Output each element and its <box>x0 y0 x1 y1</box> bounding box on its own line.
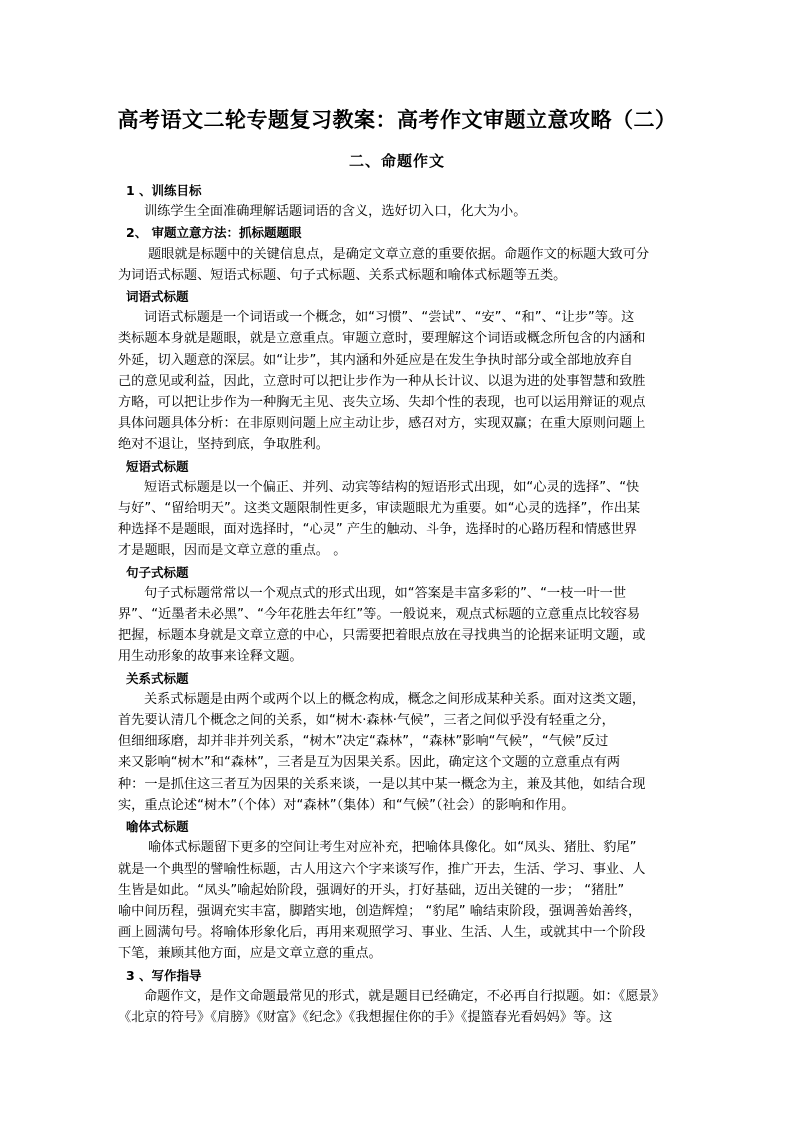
section-heading: 短语式标题 <box>126 458 189 474</box>
paragraph-line: 词语式标题是一个词语或一个概念，如“习惯”、“尝试”、“安”、“和”、“让步”等。这 <box>144 310 635 326</box>
section-heading: 2、 审题立意方法：抓标题题眼 <box>126 225 302 241</box>
paragraph-line: 生皆是如此。“凤头”喻起始阶段，强调好的开头，打好基础，迈出关键的一步； “猪肚” <box>118 882 625 898</box>
paragraph-line: 题眼就是标题中的关键信息点，是确定文章立意的重要依据。命题作文的标题大致可分 <box>148 246 650 262</box>
paragraph-line: 下笔，兼顾其他方面，应是文章立意的重点。 <box>118 946 382 962</box>
paragraph-line: 来又影响“树木”和“森林”，三者是互为因果关系。因此，确定这个文题的立意重点有两 <box>118 755 621 771</box>
paragraph-line: 方略，可以把让步作为一种胸无主见、丧失立场、失却个性的表现，也可以运用辩证的观点 <box>118 395 646 411</box>
paragraph-line: 喻体式标题留下更多的空间让考生对应补充，把喻体具像化。如“凤头、猪肚、豹尾” <box>148 840 637 856</box>
paragraph-line: 与好”、“留给明天”。这类文题限制性更多，审读题眼尤为重要。如“心灵的选择”，作出某 <box>118 501 641 517</box>
section-title: 二、命题作文 <box>348 152 445 170</box>
paragraph-line: 《北京的符号》《肩膀》《财富》《纪念》《我想握住你的手》《提篮春光看妈妈》等。这 <box>118 1009 613 1025</box>
document-body <box>118 180 678 1028</box>
paragraph-line: 句子式标题常常以一个观点式的形式出现，如“答案是丰富多彩的”、“一枝一叶一世 <box>144 585 627 601</box>
paragraph-line: 用生动形象的故事来诠释文题。 <box>118 649 303 665</box>
section-heading: 词语式标题 <box>126 289 189 305</box>
paragraph-line: 才是题眼，因而是文章立意的重点。 。 <box>118 543 347 559</box>
paragraph-line: 种：一是抓住这三者互为因果的关系来谈，一是以其中某一概念为主，兼及其他，如结合现 <box>118 776 646 792</box>
section-heading: 句子式标题 <box>126 564 189 580</box>
paragraph-line: 界”、“近墨者未必黑”、“今年花胜去年红”等。一般说来，观点式标题的立意重点比较容易 <box>118 607 641 623</box>
paragraph-line: 关系式标题是由两个或两个以上的概念构成，概念之间形成某种关系。面对这类文题， <box>144 691 646 707</box>
paragraph-line: 为词语式标题、短语式标题、句子式标题、关系式标题和喻体式标题等五类。 <box>118 267 567 283</box>
paragraph-line: 类标题本身就是题眼，就是立意重点。审题立意时，要理解这个词语或概念所包含的内涵和 <box>118 331 646 347</box>
paragraph-line: 具体问题具体分析：在非原则问题上应主动让步，感召对方，实现双赢；在重大原则问题上 <box>118 416 646 432</box>
paragraph-line: 就是一个典型的譬喻性标题，古人用这六个字来谈写作，推广开去，生活、学习、事业、人 <box>118 861 646 877</box>
paragraph-line: 命题作文，是作文命题最常见的形式，就是题目已经确定，不必再自行拟题。如：《愿景》 <box>144 988 665 1004</box>
paragraph-line: 画上圆满句号。将喻体形象化后，再用来观照学习、事业、生活、人生，或就其中一个阶段 <box>118 925 646 941</box>
section-heading: 喻体式标题 <box>126 819 189 835</box>
section-heading: 关系式标题 <box>126 670 189 686</box>
paragraph-line: 实，重点论述“树木”（个体）对“森林”（集体）和“气候”（社会）的影响和作用。 <box>118 797 575 813</box>
section-heading: 3 、写作指导 <box>126 967 202 983</box>
paragraph-line: 首先要认清几个概念之间的关系，如“树木·森林·气候”，三者之间似乎没有轻重之分， <box>118 713 615 729</box>
paragraph-line: 己的意见或利益，因此，立意时可以把让步作为一种从长计议、以退为进的处事智慧和致胜 <box>118 373 646 389</box>
paragraph-line: 短语式标题是以一个偏正、并列、动宾等结构的短语形式出现，如“心灵的选择”、“快 <box>144 479 640 495</box>
paragraph-line: 喻中间历程，强调充实丰富，脚踏实地，创造辉煌； “豹尾” 喻结束阶段，强调善始善终， <box>118 903 642 919</box>
paragraph-line: 但细细琢磨，却并非并列关系，“树木”决定“森林”，“森林”影响“气候”，“气候”反过 <box>118 734 609 750</box>
section-heading: 1 、训练目标 <box>126 183 202 198</box>
paragraph-line: 训练学生全面准确理解话题词语的含义，选好切入口，化大为小。 <box>144 204 527 220</box>
document-title: 高考语文二轮专题复习教案：高考作文审题立意攻略（二） <box>117 107 677 132</box>
paragraph-line: 绝对不退让，坚持到底，争取胜利。 <box>118 437 329 453</box>
paragraph-line: 外延，切入题意的深层。如“让步”，其内涵和外延应是在发生争执时部分或全部地放弃自 <box>118 352 633 368</box>
paragraph-line: 种选择不是题眼，面对选择时，“心灵” 产生的触动、斗争，选择时的心路历程和情感世界 <box>118 522 637 538</box>
paragraph-line: 把握，标题本身就是文章立意的中心，只需要把着眼点放在寻找典当的论据来证明文题，或 <box>118 628 646 644</box>
